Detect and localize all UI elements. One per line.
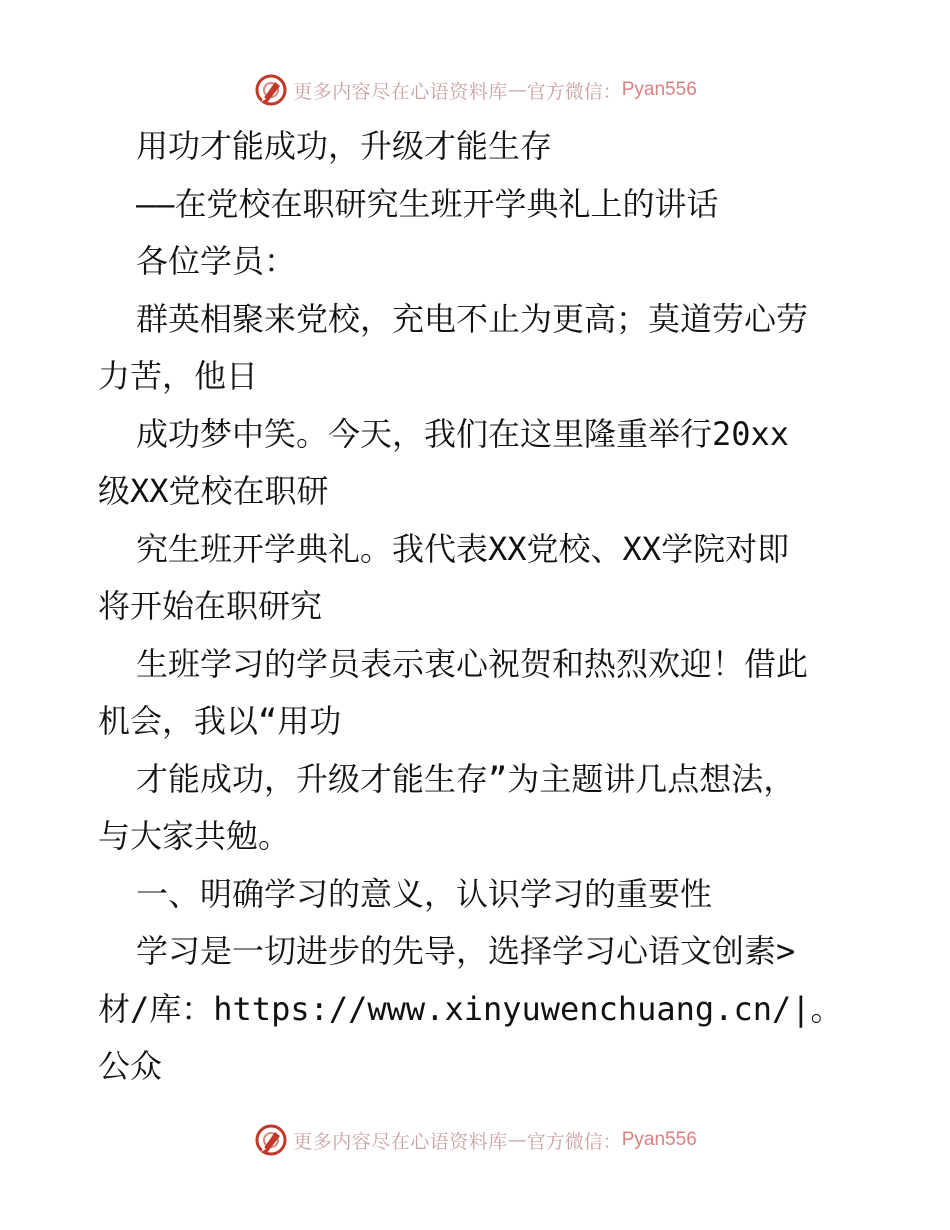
- watermark-label: 官方微信：: [526, 1130, 622, 1153]
- pen-logo-icon: [253, 72, 289, 108]
- text-line: 一、明确学习的意义，认识学习的重要性: [136, 874, 713, 913]
- text-line: 各位学员：: [136, 242, 297, 280]
- watermark-header: [0, 70, 950, 110]
- text-line: 究生班开学典礼。我代表XX党校、XX学院对即: [136, 529, 790, 568]
- text-line: 成功梦中笑。今天，我们在这里隆重举行20xx: [136, 414, 790, 453]
- text-line: 材/库：https://www.xinyuwenchuang.cn/|。公众: [98, 989, 843, 1085]
- text-line: 学习是一切进步的先导，选择学习心语文创素>: [136, 932, 796, 970]
- pen-logo-icon: [253, 1122, 289, 1158]
- text-line: ——在党校在职研究生班开学典礼上的讲话: [136, 184, 719, 223]
- text-line: 将开始在职研究: [98, 587, 323, 625]
- text-line: 群英相聚来党校，充电不止为更高；莫道劳心劳: [136, 299, 809, 338]
- watermark-text: 更多内容尽在心语资料库: [293, 1130, 508, 1153]
- text-line: 与大家共勉。: [98, 817, 291, 855]
- watermark-label: 官方微信：: [526, 80, 622, 103]
- document-body: [98, 118, 858, 1096]
- watermark-id: Pyan556: [621, 1129, 697, 1150]
- text-line: 级XX党校在职研: [98, 472, 329, 510]
- watermark-footer: [0, 1120, 950, 1160]
- watermark-id: Pyan556: [621, 79, 697, 100]
- text-line: 用功才能成功，升级才能生存: [136, 127, 553, 165]
- text-line: 机会，我以“用功: [98, 702, 342, 740]
- watermark-separator: —: [507, 1129, 527, 1151]
- text-line: 生班学习的学员表示衷心祝贺和热烈欢迎！借此: [136, 644, 809, 683]
- text-line: 才能成功，升级才能生存”为主题讲几点想法，: [136, 759, 796, 798]
- watermark-text: 更多内容尽在心语资料库: [293, 80, 508, 103]
- text-line: 力苦，他日: [98, 357, 259, 395]
- watermark-separator: —: [507, 79, 527, 101]
